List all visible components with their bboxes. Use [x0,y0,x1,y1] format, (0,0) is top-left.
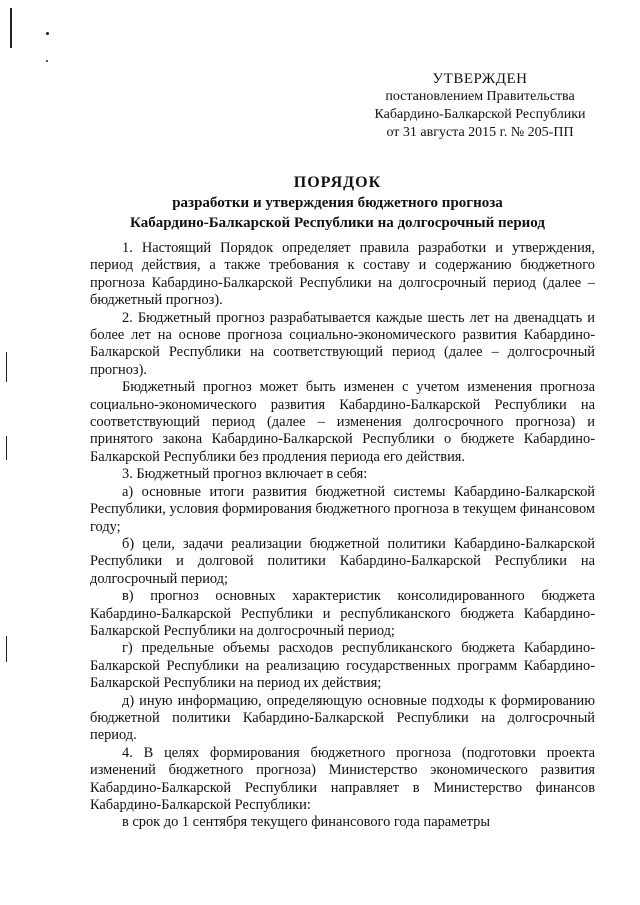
title-main: ПОРЯДОК [293,174,382,191]
paragraph: 2. Бюджетный прогноз разрабатывается каждые шесть лет на двенадцать и более лет на основе прогноза социально-экономического развития Кабардино-Балкарской Республики на соответствующий период (далее – долгосрочный прогноз). [90,309,595,378]
paragraph: 3. Бюджетный прогноз включает в себя: [122,466,368,483]
scan-edge-mark [6,636,7,662]
title-line: Кабардино-Балкарской Республики на долгосрочный период [130,215,545,231]
paragraph: Бюджетный прогноз может быть изменен с учетом изменения прогноза социально-экономического развития Кабардино-Балкарской Республики на соответствующий период (далее – изменения долгосрочного прогноза) и принятого закона Кабардино-Балкарской Республики о бюджете Кабардино-Балкарской Республики без продления периода его действия. [90,379,595,465]
approval-line: постановлением Правительства [385,89,575,104]
list-item: д) иную информацию, определяющую основные подходы к формированию бюджетной политики Кабардино-Балкарской Республики на долгосрочный период. [90,692,595,744]
paragraph: 4. В целях формирования бюджетного прогноза (подготовки проекта изменений бюджетного прогноза) Министерство экономического развития Кабардино-Балкарской Республики направляет в Министерство финансов Кабардино-Балкарской Республики: [90,744,595,813]
paragraph: 1. Настоящий Порядок определяет правила разработки и утверждения, период действия, а также требования к составу и содержанию бюджетного прогноза Кабардино-Балкарской Республики на долгосрочный период (далее – бюджетный прогноз). [90,240,595,309]
scan-edge-mark [6,352,7,382]
approval-line: Кабардино-Балкарской Республики [374,107,586,122]
approval-heading: УТВЕРЖДЕН [432,71,528,87]
scan-dot [46,60,48,62]
scan-edge-mark [10,8,12,48]
title-line: разработки и утверждения бюджетного прогноза [172,195,503,211]
paragraph: в срок до 1 сентября текущего финансового года параметры [122,814,490,831]
list-item: а) основные итоги развития бюджетной системы Кабардино-Балкарской Республики, условия формирования бюджетного прогноза в текущем финансовом году; [90,483,595,535]
document-title [60,173,615,233]
scan-edge-mark [6,436,7,460]
scan-dot [46,32,49,35]
approval-stamp-block [330,70,630,142]
approval-line: от 31 августа 2015 г. № 205-ПП [386,125,574,140]
document-body [90,240,595,832]
list-item: г) предельные объемы расходов республиканского бюджета Кабардино-Балкарской Республики на реализацию государственных программ Кабардино-Балкарской Республики на период их действия; [90,640,595,692]
list-item: б) цели, задачи реализации бюджетной политики Кабардино-Балкарской Республики и долговой политики Кабардино-Балкарской Республики на долгосрочный период; [90,535,595,587]
list-item: в) прогноз основных характеристик консолидированного бюджета Кабардино-Балкарской Республики и республиканского бюджета Кабардино-Балкарской Республики на долгосрочный период; [90,588,595,639]
